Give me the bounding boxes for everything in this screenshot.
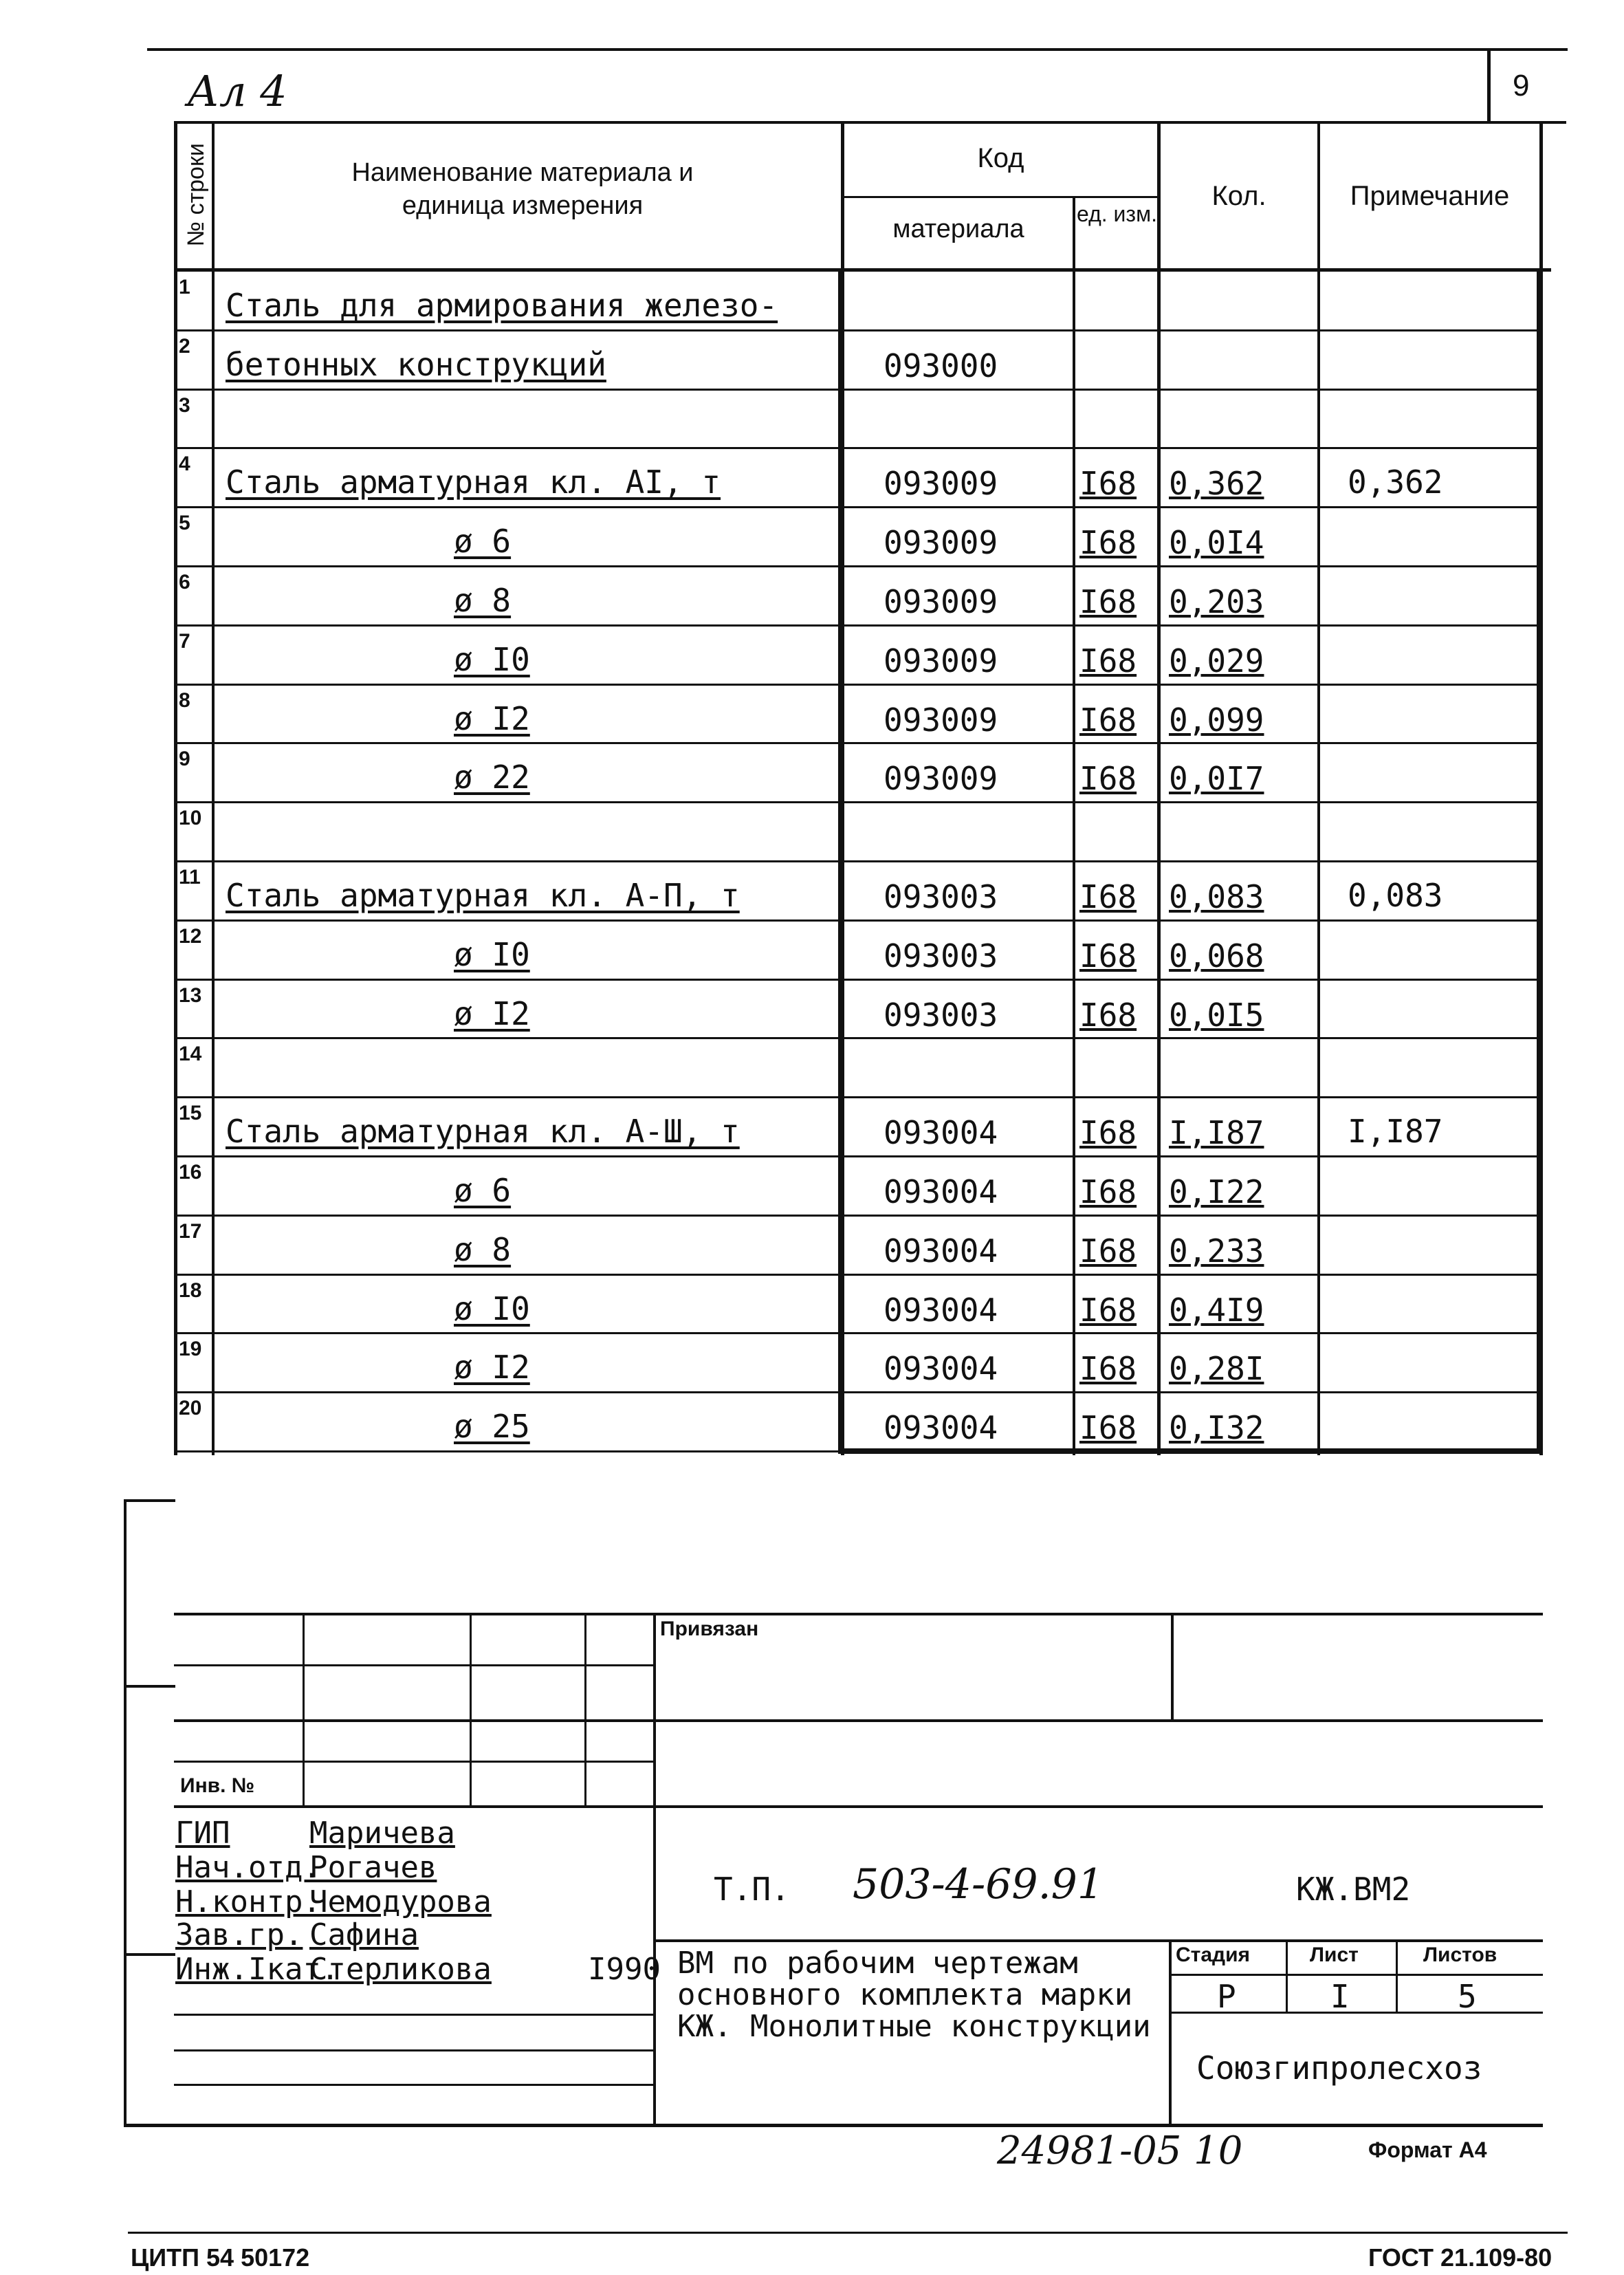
material-name: ø 25 [454, 1408, 530, 1445]
material-code: 093009 [884, 465, 998, 502]
quantity: 0,I22 [1169, 1173, 1264, 1210]
stamp-bottom [124, 2124, 1543, 2127]
quantity: 0,362 [1169, 465, 1264, 502]
binding-mid [124, 1685, 175, 1688]
row-number: 18 [179, 1279, 202, 1302]
material-code: 093003 [884, 937, 998, 975]
material-name: ø I2 [454, 995, 530, 1032]
row-separator [174, 1155, 1543, 1157]
row-number: 6 [179, 571, 190, 594]
row-separator [174, 1274, 1543, 1276]
stage-label: Стадия [1176, 1944, 1251, 1966]
handwritten-mark: Ал 4 [187, 66, 287, 116]
unit-code: I68 [1079, 583, 1137, 620]
code-unit-header: ед. изм. [1077, 202, 1157, 226]
signature-role: Инж.Iкат. [175, 1952, 340, 1987]
inv-no-label: Инв. № [180, 1774, 255, 1797]
footer-right: ГОСТ 21.109-80 [1368, 2243, 1552, 2272]
stamp-row-j [174, 2084, 655, 2086]
signature-role: Нач.отд. [175, 1850, 321, 1885]
stamp-row-h [174, 2014, 655, 2016]
quantity: 0,203 [1169, 583, 1264, 620]
top-border [147, 48, 1568, 51]
row-separator [174, 506, 1543, 508]
row-separator [174, 389, 1543, 391]
unit-code: I68 [1079, 642, 1137, 679]
unit-code: I68 [1079, 1409, 1137, 1446]
row-number: 3 [179, 394, 190, 417]
quantity: 0,I32 [1169, 1409, 1264, 1446]
quantity: 0,0I5 [1169, 997, 1264, 1034]
signature-name: Чемодурова [309, 1884, 492, 1919]
row-number: 8 [179, 689, 190, 712]
row-number: 1 [179, 276, 190, 298]
material-name: бетонных конструкций [226, 346, 606, 383]
tp-label: Т.П. [714, 1871, 790, 1908]
row-number: 19 [179, 1338, 202, 1360]
signature-date: I990 [588, 1952, 661, 1987]
rownum-divider [212, 121, 215, 1455]
organization: Союзгипролесхоз [1196, 2049, 1482, 2087]
qty-divider [1317, 121, 1320, 1455]
sheets-label: Листов [1423, 1944, 1497, 1966]
signature-role: ГИП [175, 1816, 230, 1851]
material-code: 093009 [884, 583, 998, 620]
sheet-value: I [1330, 1978, 1350, 2015]
stamp-col-1 [303, 1613, 305, 1805]
row-separator [174, 1450, 1543, 1452]
stamp-row-b [174, 1719, 1543, 1722]
code-divider [1157, 121, 1161, 1455]
row-separator [174, 1215, 1543, 1217]
signature-role: Зав.гр. [175, 1917, 303, 1952]
binding-low [124, 1953, 175, 1956]
material-code: 093003 [884, 997, 998, 1034]
row-separator [174, 742, 1543, 744]
unit-divider [1073, 196, 1075, 1455]
material-code: 093004 [884, 1409, 998, 1446]
stamp-col-stage [1169, 1939, 1172, 2125]
stamp-col-3 [584, 1613, 586, 1805]
stamp-row-c [174, 1761, 655, 1763]
unit-code: I68 [1079, 465, 1137, 502]
material-name: ø I2 [454, 700, 530, 737]
material-code: 093004 [884, 1173, 998, 1210]
signature-name: Сафина [309, 1917, 419, 1952]
row-separator [174, 565, 1543, 567]
sheet-number-divider [1487, 48, 1491, 121]
sheet-label: Лист [1310, 1944, 1359, 1966]
row-number: 9 [179, 748, 190, 770]
table-left-border [174, 121, 177, 1455]
material-name: Сталь для армирования железо- [226, 287, 778, 324]
quantity: 0,099 [1169, 701, 1264, 739]
material-code: 093004 [884, 1114, 998, 1151]
material-name: Сталь арматурная кл. А-П, т [226, 877, 740, 914]
unit-code: I68 [1079, 1232, 1137, 1270]
row-separator [174, 860, 1543, 862]
row-number: 10 [179, 807, 202, 829]
stamp-col-privyaz [1171, 1613, 1174, 1719]
row-separator [174, 979, 1543, 981]
binding-top [124, 1499, 175, 1502]
stamp-row-e [653, 1939, 1543, 1942]
stamp-col-sheet [1286, 1939, 1288, 2014]
stage-value: Р [1217, 1978, 1236, 2015]
signature-name: Маричева [309, 1816, 455, 1851]
stamp-top [174, 1613, 1543, 1615]
stamp-row-d [174, 1805, 1543, 1808]
material-name: ø 22 [454, 759, 530, 796]
code-subheader-line [841, 196, 1157, 198]
material-name: ø 8 [454, 582, 512, 619]
tp-number: 503-4-69.91 [853, 1860, 1104, 1908]
note-header: Примечание [1350, 181, 1510, 211]
material-code: 093000 [884, 347, 998, 384]
unit-code: I68 [1079, 878, 1137, 915]
note: 0,362 [1348, 464, 1443, 501]
row-separator [174, 624, 1543, 627]
material-name: ø I0 [454, 641, 530, 678]
header-bottom-line [174, 268, 1551, 272]
row-number: 5 [179, 512, 190, 534]
row-separator [174, 329, 1543, 331]
material-code: 093009 [884, 524, 998, 561]
material-name: ø 6 [454, 523, 512, 560]
unit-code: I68 [1079, 1173, 1137, 1210]
binding-line [124, 1499, 127, 2125]
unit-code: I68 [1079, 937, 1137, 975]
quantity: 0,083 [1169, 878, 1264, 915]
unit-code: I68 [1079, 997, 1137, 1034]
row-number: 14 [179, 1043, 202, 1065]
material-name: ø I0 [454, 1290, 530, 1327]
quantity: 0,4I9 [1169, 1292, 1264, 1329]
quantity: 0,0I4 [1169, 524, 1264, 561]
row-number: 15 [179, 1102, 202, 1124]
sheets-value: 5 [1458, 1978, 1477, 2015]
note: 0,083 [1348, 877, 1443, 914]
quantity: I,I87 [1169, 1114, 1264, 1151]
footer-left: ЦИТП 54 50172 [131, 2243, 310, 2272]
row-separator [174, 447, 1543, 449]
material-code: 093004 [884, 1292, 998, 1329]
unit-code: I68 [1079, 701, 1137, 739]
row-number: 13 [179, 984, 202, 1007]
material-name: ø I0 [454, 936, 530, 973]
material-code: 093009 [884, 701, 998, 739]
row-separator [174, 1096, 1543, 1098]
unit-code: I68 [1079, 1114, 1137, 1151]
material-name: Сталь арматурная кл. А-Ш, т [226, 1113, 740, 1150]
row-separator [174, 801, 1543, 803]
row-separator [174, 919, 1543, 922]
material-name: ø 8 [454, 1231, 512, 1268]
row-separator [174, 684, 1543, 686]
quantity: 0,28I [1169, 1350, 1264, 1387]
doc-title: ВМ по рабочим чертежам основного комплекта марки КЖ. Монолитные конструкции [677, 1946, 1151, 2044]
rownum-header: № строки [182, 143, 209, 247]
unit-code: I68 [1079, 1350, 1137, 1387]
archive-number: 24981-05 10 [997, 2129, 1243, 2173]
quantity: 0,233 [1169, 1232, 1264, 1270]
row-number: 16 [179, 1161, 202, 1184]
quantity: 0,068 [1169, 937, 1264, 975]
material-name: ø I2 [454, 1349, 530, 1386]
unit-code: I68 [1079, 760, 1137, 797]
row-separator [174, 1332, 1543, 1334]
row-number: 12 [179, 925, 202, 948]
sheet-number: 9 [1513, 69, 1530, 102]
stamp-row-i [174, 2049, 655, 2051]
header-top-line [174, 121, 1566, 124]
material-name: ø 6 [454, 1172, 512, 1209]
row-number: 4 [179, 453, 190, 475]
material-name: Сталь арматурная кл. AI, т [226, 464, 721, 501]
format-label: Формат А4 [1368, 2137, 1487, 2162]
stamp-col-2 [470, 1613, 472, 1805]
code-header: Код [977, 143, 1024, 173]
doc-code: КЖ.ВМ2 [1296, 1871, 1411, 1908]
unit-code: I68 [1079, 524, 1137, 561]
code-material-header: материала [892, 215, 1024, 243]
signature-role: Н.контр. [175, 1884, 321, 1919]
row-separator [174, 1391, 1543, 1393]
row-number: 7 [179, 630, 190, 653]
row-number: 2 [179, 335, 190, 358]
row-number: 17 [179, 1220, 202, 1243]
qty-header: Кол. [1211, 181, 1266, 211]
row-number: 11 [179, 866, 201, 889]
stamp-row-a [174, 1664, 655, 1666]
signature-name: Стерликова [309, 1952, 492, 1987]
material-code: 093009 [884, 642, 998, 679]
quantity: 0,0I7 [1169, 760, 1264, 797]
stamp-col-main [653, 1613, 656, 2125]
material-code: 093003 [884, 878, 998, 915]
unit-code: I68 [1079, 1292, 1137, 1329]
footer-line [128, 2232, 1568, 2234]
material-code: 093009 [884, 760, 998, 797]
row-separator [174, 1037, 1543, 1039]
note: I,I87 [1348, 1113, 1443, 1150]
quantity: 0,029 [1169, 642, 1264, 679]
name-header: Наименование материала и единица измерения [351, 158, 694, 220]
material-code: 093004 [884, 1350, 998, 1387]
row-number: 20 [179, 1397, 202, 1419]
material-code: 093004 [884, 1232, 998, 1270]
privyazan-label: Привязан [660, 1618, 759, 1640]
stamp-col-sheets [1396, 1939, 1398, 2014]
signature-name: Рогачев [309, 1850, 437, 1885]
stamp-row-f [1169, 1974, 1543, 1976]
